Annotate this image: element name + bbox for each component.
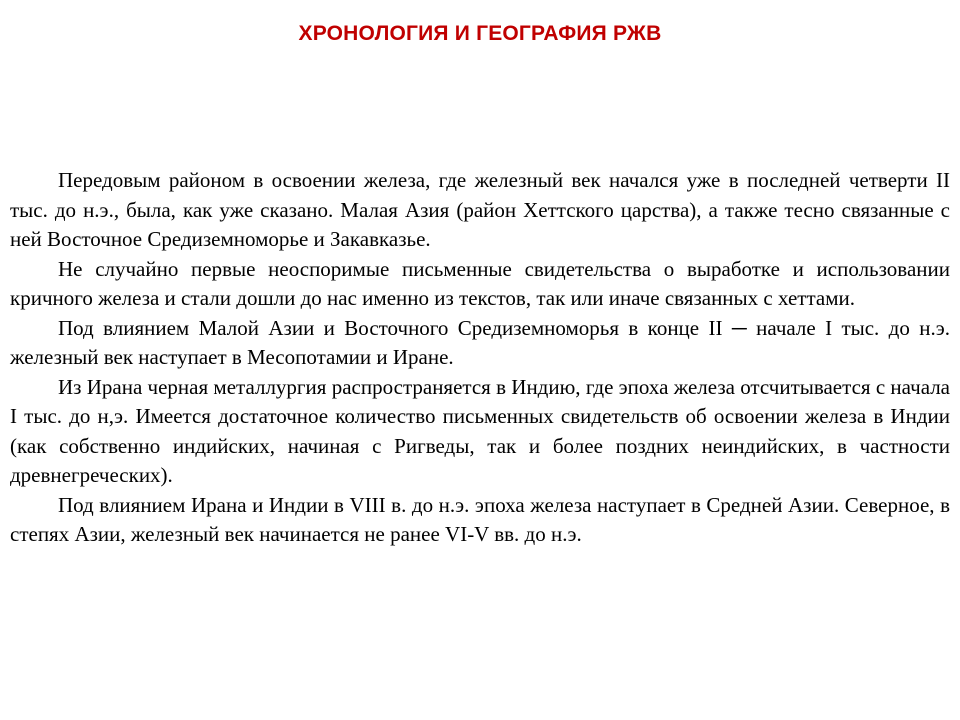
paragraph: Не случайно первые неоспоримые письменные свидетельства о выработке и использовании кричного железа и стали дошли до нас именно из текстов, так или иначе связанных с хеттами. xyxy=(10,256,950,310)
paragraph: Под влиянием Ирана и Индии в VIII в. до н.э. эпоха железа наступает в Средней Азии. Северное, в степях Азии, железный век начинается не ранее VI-V вв. до н.э. xyxy=(10,492,950,546)
paragraph: Под влиянием Малой Азии и Восточного Средиземноморья в конце II ─ начале I тыс. до н.э. железный век наступает в Месопотамии и Иране. xyxy=(10,315,950,369)
slide-body xyxy=(10,166,950,550)
slide-title: ХРОНОЛОГИЯ И ГЕОГРАФИЯ РЖВ xyxy=(298,22,662,45)
paragraph: Передовым районом в освоении железа, где железный век начался уже в последней четверти II тыс. до н.э., была, как уже сказано. Малая Азия (район Хеттского царства), а также тесно связанные с ней Восточное Средиземноморье и Закавказье. xyxy=(10,168,950,251)
paragraph: Из Ирана черная металлургия распространяется в Индию, где эпоха железа отсчитывается с начала I тыс. до н,э. Имеется достаточное количество письменных свидетельств об освоении железа в Индии (как собственно индийских, начиная с Ригведы, так и более поздних неиндийских, в частности древнегреческих). xyxy=(10,374,950,487)
